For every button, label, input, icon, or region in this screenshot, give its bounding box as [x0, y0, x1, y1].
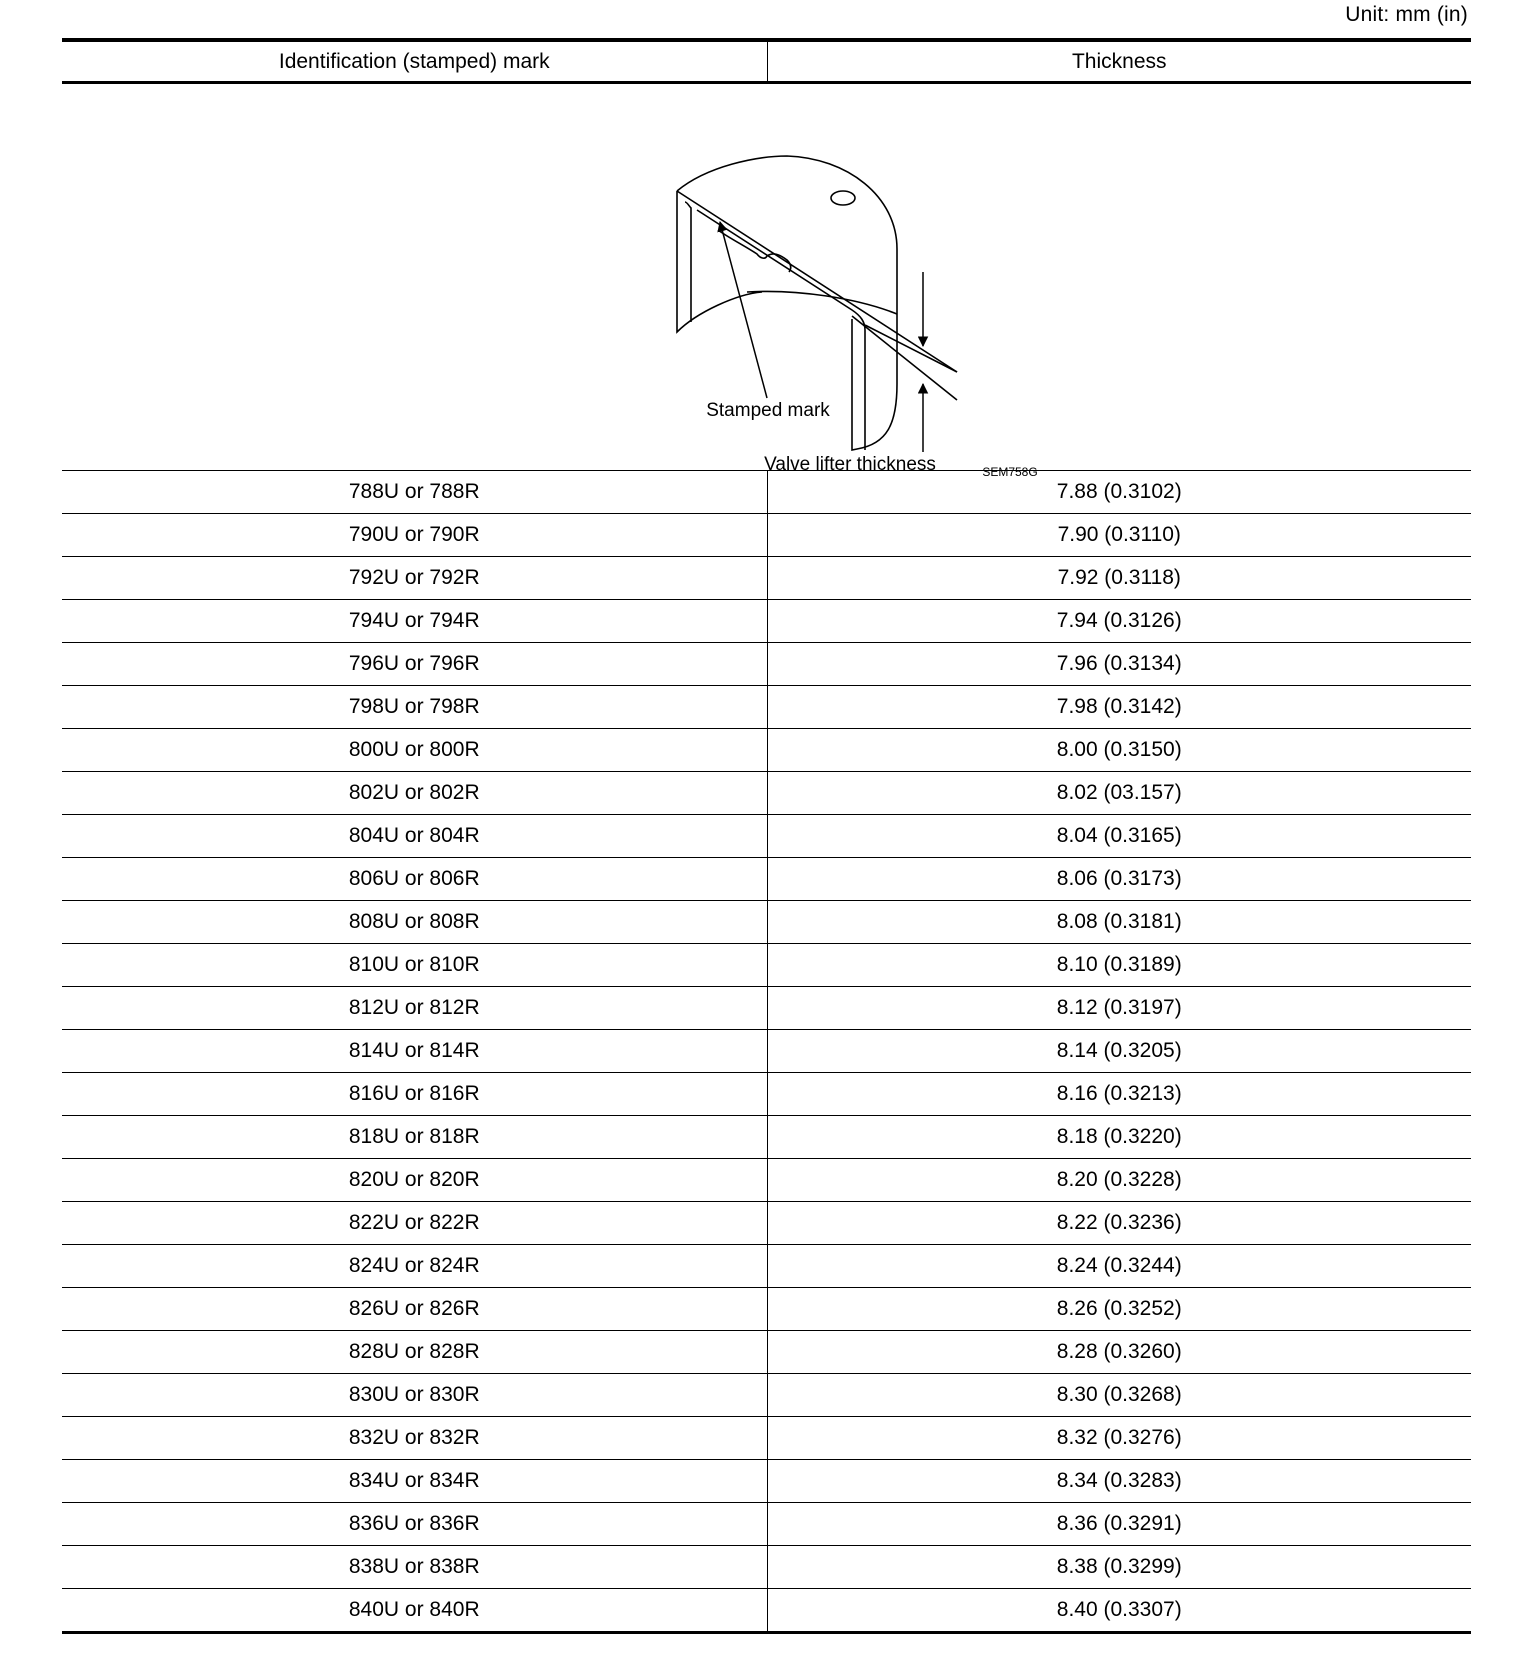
mark-cell: 830U or 830R — [62, 1374, 767, 1417]
table-row — [62, 1546, 1471, 1589]
figure-cell — [62, 83, 1471, 479]
table-row — [62, 1503, 1471, 1546]
thickness-cell: 7.88 (0.3102) — [767, 471, 1471, 514]
table-row — [62, 987, 1471, 1030]
mark-cell: 834U or 834R — [62, 1460, 767, 1503]
table-row — [62, 1374, 1471, 1417]
table-row — [62, 1159, 1471, 1202]
thickness-cell: 8.14 (0.3205) — [767, 1030, 1471, 1073]
mark-cell: 798U or 798R — [62, 686, 767, 729]
table-row — [62, 729, 1471, 772]
thickness-cell: 8.30 (0.3268) — [767, 1374, 1471, 1417]
thickness-cell: 8.08 (0.3181) — [767, 901, 1471, 944]
unit-label: Unit: mm (in) — [1345, 3, 1468, 26]
table-row — [62, 1288, 1471, 1331]
figure-code: SEM758G — [982, 465, 1038, 479]
thickness-cell: 8.24 (0.3244) — [767, 1245, 1471, 1288]
thickness-cell: 8.28 (0.3260) — [767, 1331, 1471, 1374]
thickness-cell: 8.16 (0.3213) — [767, 1073, 1471, 1116]
mark-cell: 788U or 788R — [62, 471, 767, 514]
figure-row — [62, 83, 1471, 471]
thickness-cell: 8.22 (0.3236) — [767, 1202, 1471, 1245]
thickness-cell: 8.06 (0.3173) — [767, 858, 1471, 901]
stamped-mark-label: Stamped mark — [706, 400, 830, 421]
mark-cell: 836U or 836R — [62, 1503, 767, 1546]
thickness-cell: 7.90 (0.3110) — [767, 514, 1471, 557]
mark-cell: 814U or 814R — [62, 1030, 767, 1073]
thickness-cell: 8.02 (03.157) — [767, 772, 1471, 815]
stamped-mark-leader — [720, 222, 767, 398]
header-row — [62, 40, 1471, 83]
table-row — [62, 557, 1471, 600]
mark-cell: 838U or 838R — [62, 1546, 767, 1589]
thickness-cell: 8.04 (0.3165) — [767, 815, 1471, 858]
table-row — [62, 1202, 1471, 1245]
table-row — [62, 686, 1471, 729]
table-row — [62, 514, 1471, 557]
thickness-cell: 7.92 (0.3118) — [767, 557, 1471, 600]
thickness-cell: 8.36 (0.3291) — [767, 1503, 1471, 1546]
table-row — [62, 815, 1471, 858]
table-row — [62, 901, 1471, 944]
table-row — [62, 1073, 1471, 1116]
mark-cell: 840U or 840R — [62, 1589, 767, 1633]
table-row — [62, 1245, 1471, 1288]
table-row — [62, 1460, 1471, 1503]
mark-cell: 792U or 792R — [62, 557, 767, 600]
valve-lifter-table — [62, 38, 1471, 1634]
mark-cell: 818U or 818R — [62, 1116, 767, 1159]
thickness-rows — [62, 471, 1471, 1633]
table-row — [62, 1116, 1471, 1159]
thickness-cell: 8.10 (0.3189) — [767, 944, 1471, 987]
thickness-cell: 8.18 (0.3220) — [767, 1116, 1471, 1159]
mark-cell: 800U or 800R — [62, 729, 767, 772]
mark-cell: 794U or 794R — [62, 600, 767, 643]
mark-cell: 822U or 822R — [62, 1202, 767, 1245]
table-row — [62, 772, 1471, 815]
thickness-cell: 7.94 (0.3126) — [767, 600, 1471, 643]
mark-cell: 826U or 826R — [62, 1288, 767, 1331]
thickness-cell: 8.32 (0.3276) — [767, 1417, 1471, 1460]
mark-cell: 802U or 802R — [62, 772, 767, 815]
thickness-cell: 8.40 (0.3307) — [767, 1589, 1471, 1633]
thickness-cell: 8.38 (0.3299) — [767, 1546, 1471, 1589]
mark-cell: 804U or 804R — [62, 815, 767, 858]
mark-cell: 796U or 796R — [62, 643, 767, 686]
mark-cell: 806U or 806R — [62, 858, 767, 901]
table-row — [62, 1589, 1471, 1633]
thickness-cell: 8.34 (0.3283) — [767, 1460, 1471, 1503]
mark-cell: 824U or 824R — [62, 1245, 767, 1288]
table-row — [62, 643, 1471, 686]
mark-cell: 812U or 812R — [62, 987, 767, 1030]
table-row — [62, 1417, 1471, 1460]
thickness-cell: 7.96 (0.3134) — [767, 643, 1471, 686]
mark-cell: 808U or 808R — [62, 901, 767, 944]
table-row — [62, 471, 1471, 514]
mark-cell: 832U or 832R — [62, 1417, 767, 1460]
mark-cell: 810U or 810R — [62, 944, 767, 987]
table-row — [62, 1331, 1471, 1374]
thickness-cell: 7.98 (0.3142) — [767, 686, 1471, 729]
table-row — [62, 944, 1471, 987]
header-identification-mark: Identification (stamped) mark — [62, 40, 767, 83]
table-row — [62, 858, 1471, 901]
table-row — [62, 1030, 1471, 1073]
thickness-cell: 8.26 (0.3252) — [767, 1288, 1471, 1331]
valve-lifter-diagram — [597, 84, 1067, 479]
header-thickness: Thickness — [767, 40, 1471, 83]
table-row — [62, 600, 1471, 643]
thickness-cell: 8.00 (0.3150) — [767, 729, 1471, 772]
mark-cell: 820U or 820R — [62, 1159, 767, 1202]
mark-cell: 828U or 828R — [62, 1331, 767, 1374]
thickness-cell: 8.20 (0.3228) — [767, 1159, 1471, 1202]
thickness-label: Valve lifter thickness — [764, 454, 936, 475]
mark-cell: 790U or 790R — [62, 514, 767, 557]
mark-cell: 816U or 816R — [62, 1073, 767, 1116]
thickness-cell: 8.12 (0.3197) — [767, 987, 1471, 1030]
